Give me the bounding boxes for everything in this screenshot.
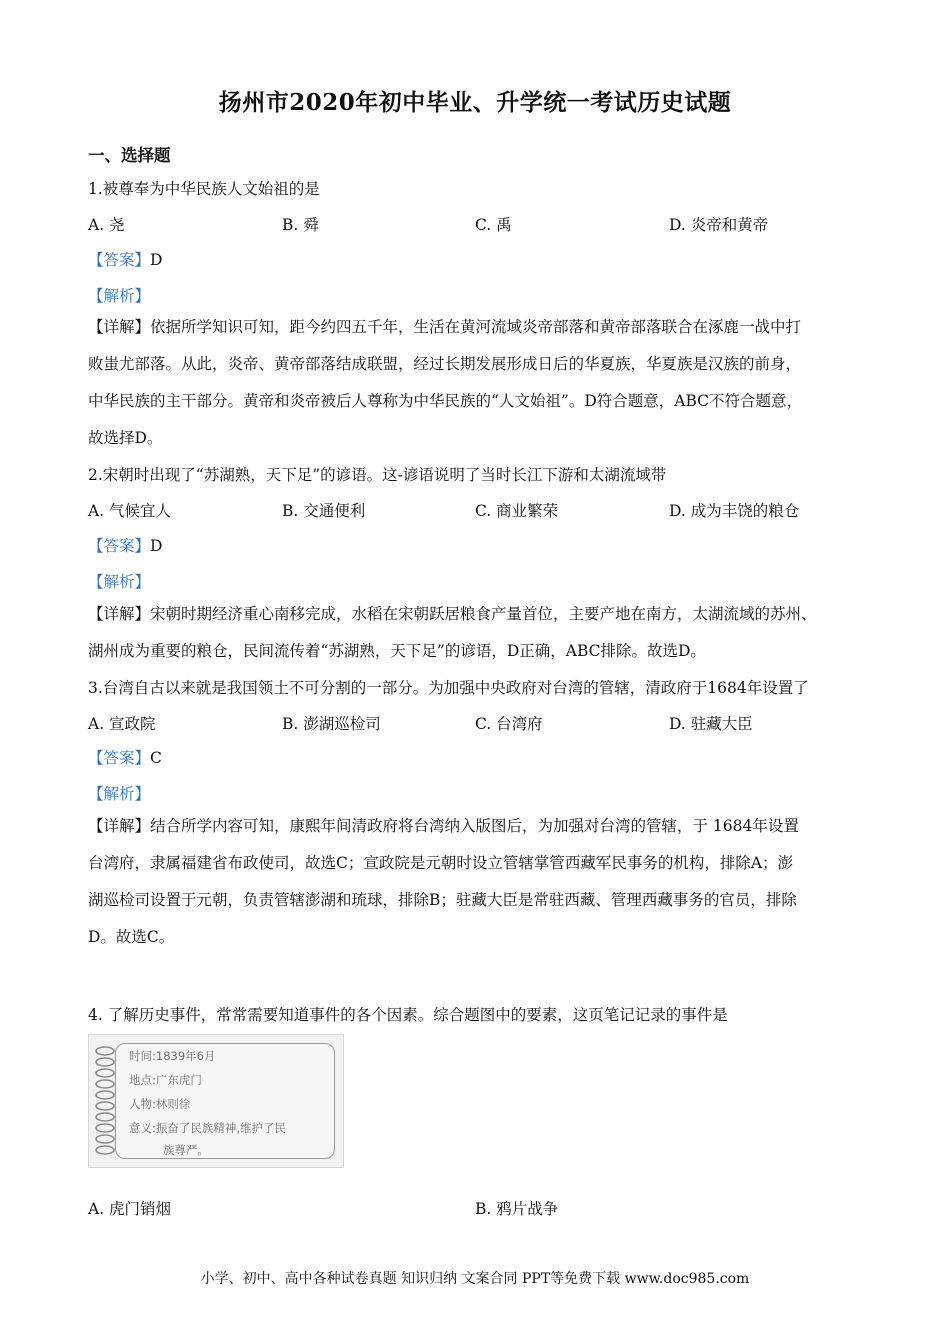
q3-analysis-label: 【解析】: [88, 785, 151, 803]
q2-option-a: A. 气候宜人: [88, 502, 172, 520]
note-time: 时间:1839年6月: [129, 1049, 216, 1063]
q3-detail-line: 台湾府，隶属福建省布政使司，故选C；宣政院是元朝时设立管辖掌管西藏军民事务的机构，排除A；澎: [88, 854, 794, 872]
q1-detail: [88, 309, 868, 457]
answer-value: D: [150, 251, 163, 269]
q3-answer: [88, 746, 162, 768]
question-1-stem: 1.被尊奉为中华民族人文始祖的是: [88, 180, 320, 198]
q1-analysis-label: 【解析】: [88, 287, 151, 305]
answer-value: C: [150, 749, 162, 767]
q3-detail-line: D。故选C。: [88, 928, 175, 946]
question-4-stem: 4. 了解历史事件，常常需要知道事件的各个因素。综合题图中的要素，这页笔记记录的事件是: [88, 1006, 728, 1024]
q1-option-c: C. 禹: [475, 216, 512, 234]
q1-detail-line: 中华民族的主干部分。黄帝和炎帝被后人尊称为中华民族的“人文始祖”。D符合题意，ABC不符合题意，: [88, 392, 803, 410]
q3-detail-line: 【详解】结合所学内容可知，康熙年间清政府将台湾纳入版图后，为加强对台湾的管辖，于 1684年设置: [88, 817, 799, 835]
q2-detail-line: 湖州成为重要的粮仓，民间流传着“苏湖熟，天下足”的谚语，D正确，ABC排除。故选D。: [88, 642, 706, 660]
question-3-stem: 3.台湾自古以来就是我国领土不可分割的一部分。为加强中央政府对台湾的管辖，清政府于1684年设置了: [88, 679, 809, 697]
q1-option-d: D. 炎帝和黄帝: [669, 216, 769, 234]
note-significance-cont: 族尊严。: [163, 1143, 209, 1157]
q1-answer: [88, 248, 162, 270]
q4-option-b: B. 鸦片战争: [475, 1200, 559, 1218]
q1-option-a: A. 尧: [88, 216, 125, 234]
answer-value: D: [150, 537, 163, 555]
q3-option-d: D. 驻藏大臣: [669, 715, 753, 733]
q4-option-a: A. 虎门销烟: [88, 1200, 172, 1218]
note-significance: 意义:振奋了民族精神,维护了民: [129, 1121, 287, 1135]
q2-option-d: D. 成为丰饶的粮仓: [669, 502, 800, 520]
notebook-figure: [88, 1034, 344, 1168]
q3-option-c: C. 台湾府: [475, 715, 543, 733]
note-place: 地点:广东虎门: [129, 1073, 202, 1087]
q3-detail: [88, 808, 868, 956]
note-person: 人物:林则徐: [129, 1097, 191, 1111]
q3-detail-line: 湖巡检司设置于元朝，负责管辖澎湖和琉球，排除B；驻藏大臣是常驻西藏、管理西藏事务的官员，排除: [88, 891, 797, 909]
q3-option-a: A. 宣政院: [88, 715, 156, 733]
q1-option-b: B. 舜: [282, 216, 319, 234]
answer-label: 【答案】: [88, 251, 151, 269]
page-title: 扬州市2020年初中毕业、升学统一考试历史试题: [218, 89, 732, 116]
q3-option-b: B. 澎湖巡检司: [282, 715, 381, 733]
q1-detail-line: 【详解】依据所学知识可知，距今约四五千年，生活在黄河流域炎帝部落和黄帝部落联合在涿鹿一战中打: [88, 318, 802, 336]
q1-detail-line: 败蚩尤部落。从此，炎帝、黄帝部落结成联盟，经过长期发展形成日后的华夏族，华夏族是汉族的前身，: [88, 355, 802, 373]
q2-answer: [88, 534, 162, 556]
question-2-stem: 2.宋朝时出现了“苏湖熟，天下足”的谚语。这-谚语说明了当时长江下游和太湖流域带: [88, 466, 667, 484]
answer-label: 【答案】: [88, 749, 151, 767]
page-footer: 小学、初中、高中各种试卷真题 知识归纳 文案合同 PPT等免费下载 www.doc985.com: [200, 1271, 750, 1287]
q2-detail-line: 【详解】宋朝时期经济重心南移完成，水稻在宋朝跃居粮食产量首位，主要产地在南方，太湖流域的苏州、: [88, 605, 817, 623]
q1-detail-line: 故选择D。: [88, 429, 163, 447]
q2-detail: [88, 596, 868, 670]
q2-option-b: B. 交通便利: [282, 502, 366, 520]
q2-option-c: C. 商业繁荣: [475, 502, 559, 520]
answer-label: 【答案】: [88, 537, 151, 555]
q2-analysis-label: 【解析】: [88, 573, 151, 591]
section-heading: 一、选择题: [88, 146, 171, 165]
